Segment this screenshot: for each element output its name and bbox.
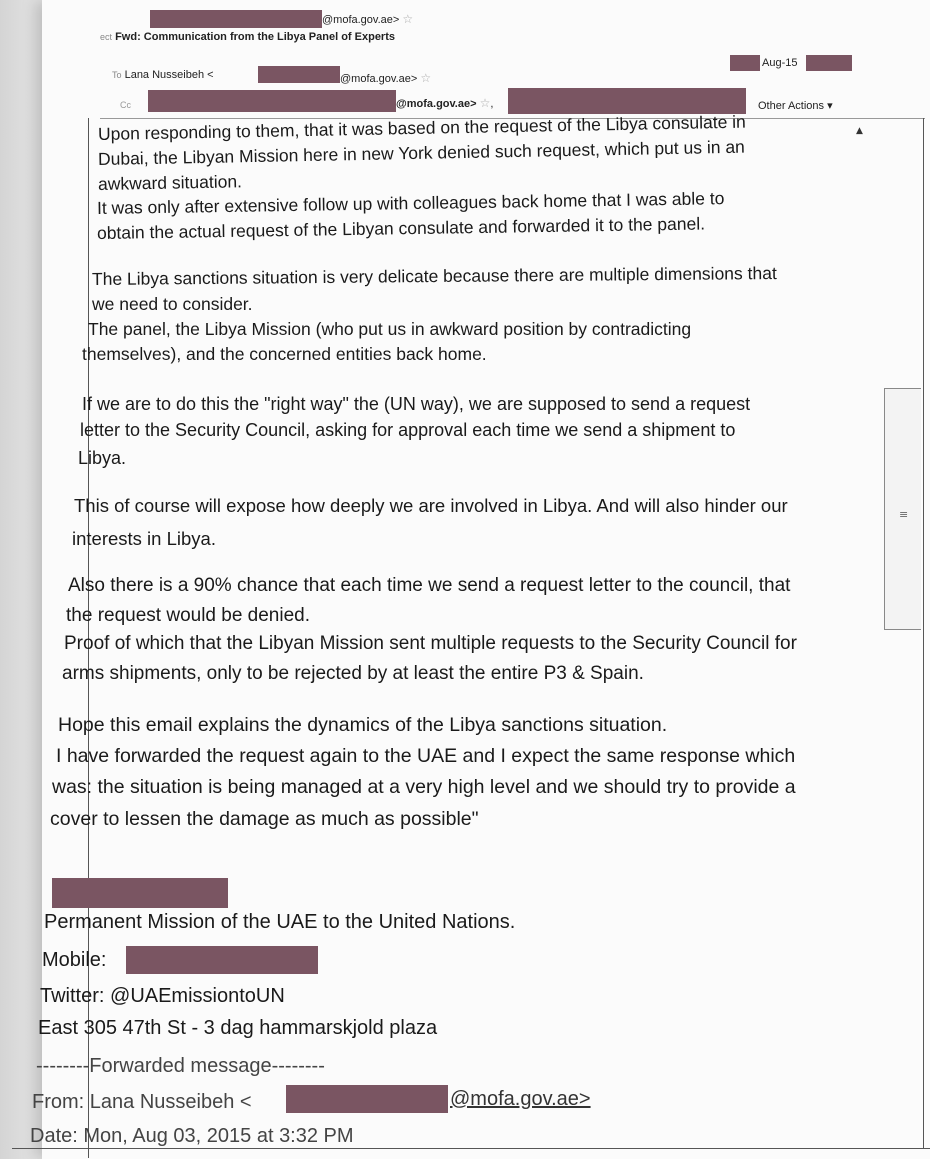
body-line: It was only after extensive follow up with colleagues back home that I was able to [96,188,725,218]
body-line: obtain the actual request of the Libyan consulate and forwarded it to the panel. [96,213,706,243]
to-name: Lana Nusseibeh < [124,69,214,81]
subject-label: ect [100,32,113,42]
body-line: The panel, the Libya Mission (who put us in awkward position by contradicting [88,319,692,339]
body-line: Libya. [78,448,127,468]
forwarded-separator: --------Forwarded message-------- [36,1055,325,1077]
star-icon: ☆ [402,12,414,26]
from-domain: @mofa.gov.ae> ☆ [322,12,414,26]
signature-address: East 305 47th St - 3 dag hammarskjold plaza [38,1017,438,1039]
other-actions-button[interactable]: Other Actions ▾ [758,100,833,112]
cc-domain: @mofa.gov.ae> ☆, [396,96,494,110]
redaction-mobile [126,946,318,974]
forwarded-from: From: Lana Nusseibeh < [32,1091,252,1113]
body-line: letter to the Security Council, asking for approval each time we send a shipment to [80,420,736,440]
cc-label: Cc [120,100,131,110]
body-line: we need to consider. [92,294,253,314]
body-line: was: the situation is being managed at a very high level and we should try to provide a [52,776,796,798]
body-line: interests in Libya. [72,528,216,549]
body-line: The Libya sanctions situation is very delicate because there are multiple dimensions that [91,263,777,289]
scroll-up-icon[interactable]: ▲ [856,126,863,136]
to-domain: @mofa.gov.ae> ☆ [340,71,432,85]
body-line: arms shipments, only to be rejected by at least the entire P3 & Spain. [62,663,644,684]
body-line: Also there is a 90% chance that each time we send a request letter to the council, that [68,575,791,596]
body-line: themselves), and the concerned entities back home. [82,344,487,364]
signature-twitter: Twitter: @UAEmissiontoUN [40,985,285,1007]
body-line: Hope this email explains the dynamics of the Libya sanctions situation. [58,714,668,736]
body-line: Dubai, the Libyan Mission here in new York denied such request, which put us in an [97,136,745,169]
body-line: I have forwarded the request again to the UAE and I expect the same response which [56,745,796,767]
signature-mission: Permanent Mission of the UAE to the United Nations. [44,911,516,933]
chevron-down-icon: ▾ [827,100,833,112]
body-line: Proof of which that the Libyan Mission sent multiple requests to the Security Council for [64,633,797,654]
email-subject: Fwd: Communication from the Libya Panel of Experts [115,31,395,43]
to-label: To [112,70,122,80]
body-line: the request would be denied. [66,605,311,626]
forwarded-from-domain[interactable]: @mofa.gov.ae> [450,1088,591,1110]
star-icon: ☆ [420,71,432,85]
body-line: If we are to do this the "right way" the (UN way), we are supposed to send a request [82,394,751,414]
signature-mobile-label: Mobile: [42,949,107,971]
forwarded-date: Date: Mon, Aug 03, 2015 at 3:32 PM [30,1126,354,1147]
scroll-grip-icon: ≡ [899,508,909,521]
email-date: Aug-15 [762,57,798,69]
redaction-sender-name [52,878,228,908]
body-line: awkward situation. [97,171,243,194]
star-icon: ☆ [479,96,491,110]
body-line: This of course will expose how deeply we are involved in Libya. And will also hinder our [74,495,788,516]
body-line: Upon responding to them, that it was based on the request of the Libya consulate in [97,111,746,144]
body-line: cover to lessen the damage as much as possible" [50,808,479,830]
redaction-forwarded-address [286,1085,448,1113]
